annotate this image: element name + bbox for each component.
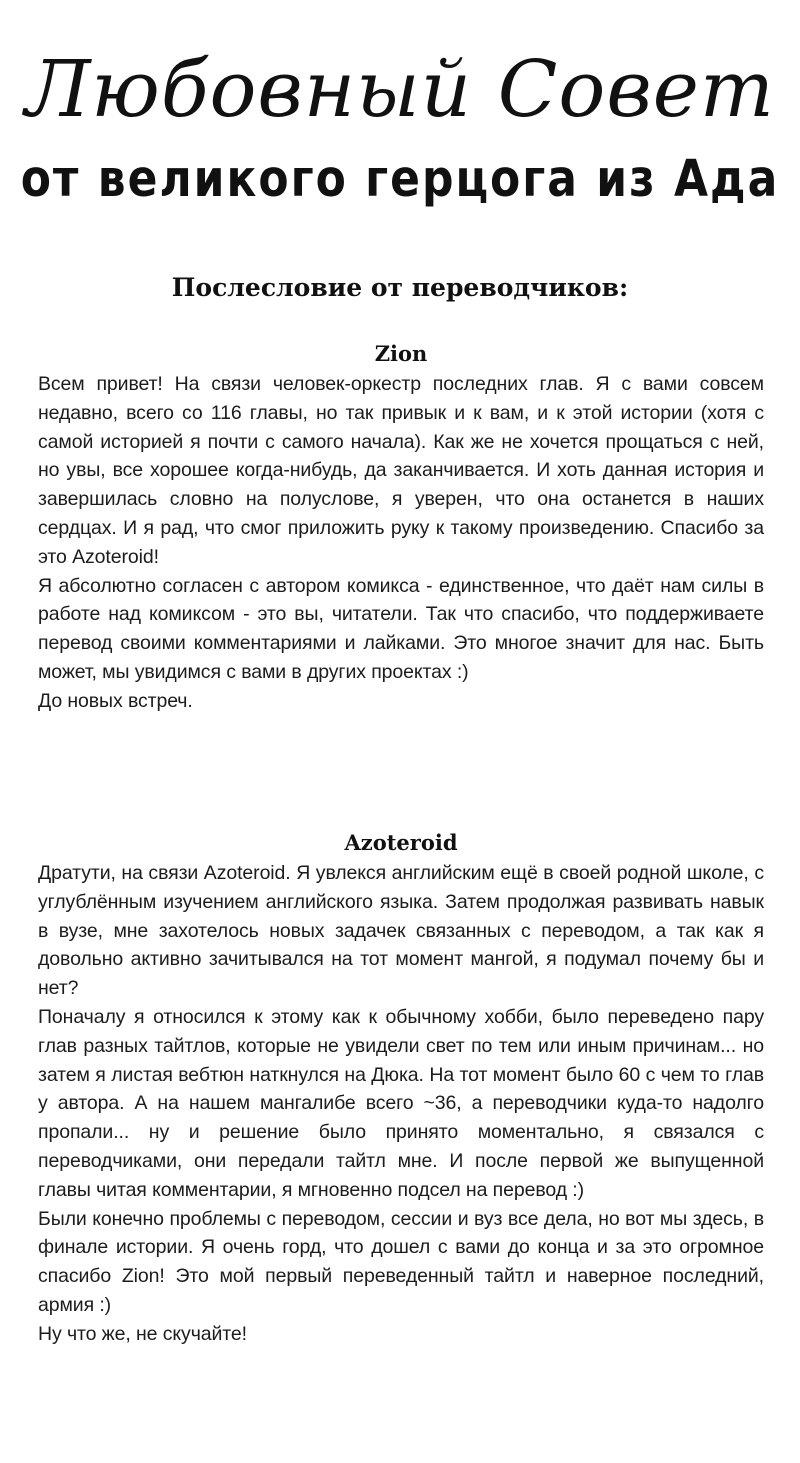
paragraph: Я абсолютно согласен с автором комикса - единственное, что даёт нам силы в работе над комиксом - это вы, читатели. Так что спасибо, что поддерживаете перевод своими комментариями и лайками. Это многое значит для нас. Быть может, мы увидимся с вами в других проектах :): [38, 574, 764, 683]
translator-section-azoteroid: [38, 827, 764, 1349]
paragraph: Поначалу я относился к этому как к обычному хобби, было переведено пару глав разных тайтлов, которые не увидели свет по тем или иным причинам... но затем я листая вебтюн наткнулся на Дюка. На тот момент было 60 с чем то глав у автора. А на нашем мангалибе всего ~36, а переводчики куда-то надолго пропали... ну и решение было принято моментально, я связался с переводчиками, они передали тайтл мне. И после первой же выпущенной главы читая комментарии, я мгновенно подсел на перевод :): [38, 1005, 764, 1201]
paragraph: Дратути, на связи Azoteroid. Я увлекся английским ещё в своей родной школе, с углублённым изучением английского языка. Затем продолжая развивать навык в вузе, мне захотелось новых задачек связанных с переводом, а так как я довольно активно зачитывался на тот момент мангой, я подумал почему бы и нет?: [38, 862, 764, 1000]
page-title: Послесловие от переводчиков:: [171, 273, 629, 302]
logo-title: Любовный Совет: [25, 45, 775, 135]
paragraph: Были конечно проблемы с переводом, сессии и вуз все дела, но вот мы здесь, в финале истории. Я очень горд, что дошел с вами до конца и за это огромное спасибо Zion! Это мой первый переведенный тайтл и наверное последний, армия :): [38, 1207, 764, 1316]
translator-section-zion: [38, 338, 764, 716]
logo-subtitle: от великого герцога из Ада: [20, 150, 780, 209]
paragraph: Ну что же, не скучайте!: [38, 1322, 247, 1345]
paragraph: До новых встреч.: [38, 689, 193, 712]
author-name: Zion: [374, 341, 428, 366]
paragraph: Всем привет! На связи человек-оркестр последних глав. Я с вами совсем недавно, всего со 116 главы, но так привык и к вам, и к этой истории (хотя с самой историей я почти с самого начала). Как же не хочется прощаться с ней, но увы, все хорошее когда-нибудь, да заканчивается. И хоть данная история и завершилась словно на полуслове, я уверен, что она останется в наших сердцах. И я рад, что смог приложить руку к такому произведению. Спасибо за это Azoteroid!: [38, 373, 764, 568]
author-name: Azoteroid: [344, 830, 458, 855]
comic-logo: [0, 40, 800, 208]
